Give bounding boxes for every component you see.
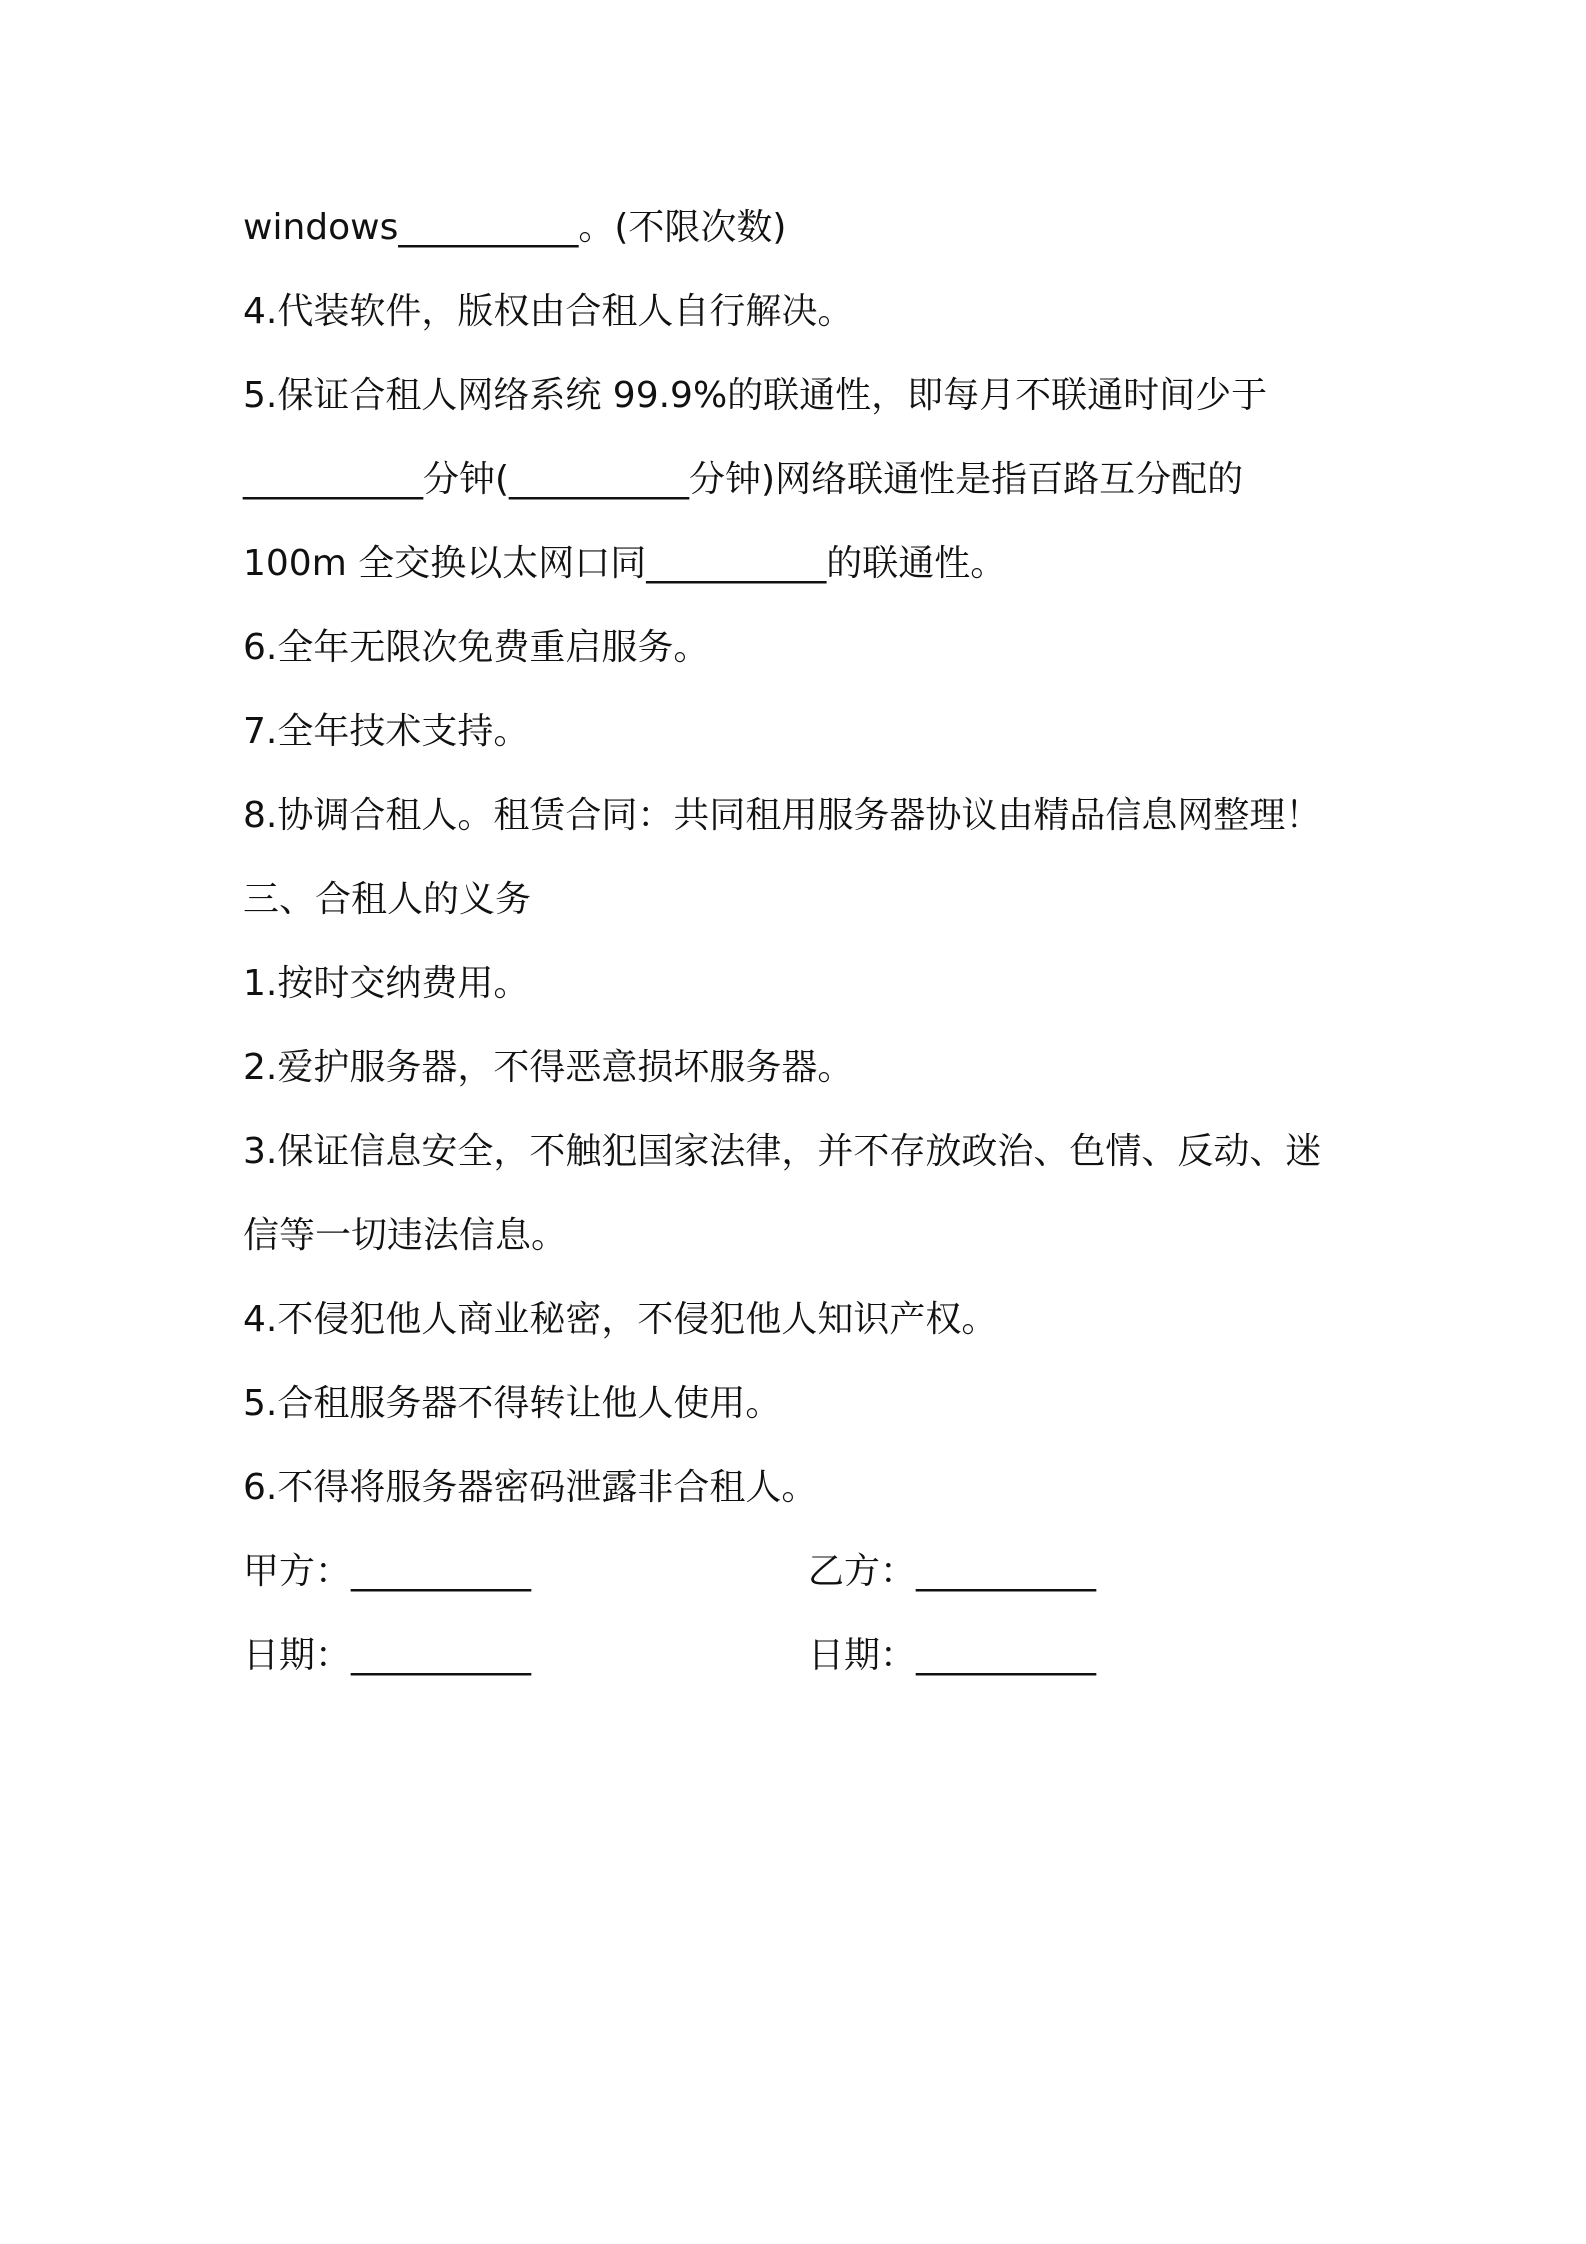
party-a-signature: 甲方：__________ <box>243 1551 532 1592</box>
party-a-date: 日期：__________ <box>243 1635 532 1676</box>
body-line-4: __________分钟(__________分钟)网络联通性是指百路互分配的 <box>243 459 1244 500</box>
body-line-13: 信等一切违法信息。 <box>243 1215 568 1256</box>
body-line-10: 1.按时交纳费用。 <box>243 963 530 1004</box>
body-line-5: 100m 全交换以太网口同__________的联通性。 <box>243 543 1007 584</box>
body-line-1: windows__________。(不限次数) <box>243 207 787 248</box>
body-line-7: 7.全年技术支持。 <box>243 711 530 752</box>
body-line-16: 6.不得将服务器密码泄露非合租人。 <box>243 1467 818 1508</box>
body-line-14: 4.不侵犯他人商业秘密，不侵犯他人知识产权。 <box>243 1299 998 1340</box>
section-heading: 三、合租人的义务 <box>243 879 532 920</box>
body-line-15: 5.合租服务器不得转让他人使用。 <box>243 1383 782 1424</box>
body-line-3: 5.保证合租人网络系统 99.9%的联通性，即每月不联通时间少于 <box>243 375 1268 416</box>
party-b-date: 日期：__________ <box>808 1635 1097 1676</box>
body-line-2: 4.代装软件，版权由合租人自行解决。 <box>243 291 854 332</box>
body-line-8: 8.协调合租人。租赁合同：共同租用服务器协议由精品信息网整理！ <box>243 795 1322 836</box>
body-line-12: 3.保证信息安全，不触犯国家法律，并不存放政治、色情、反动、迷 <box>243 1131 1322 1172</box>
body-line-6: 6.全年无限次免费重启服务。 <box>243 627 710 668</box>
body-line-11: 2.爱护服务器，不得恶意损坏服务器。 <box>243 1047 854 1088</box>
party-b-signature: 乙方：__________ <box>808 1551 1097 1592</box>
